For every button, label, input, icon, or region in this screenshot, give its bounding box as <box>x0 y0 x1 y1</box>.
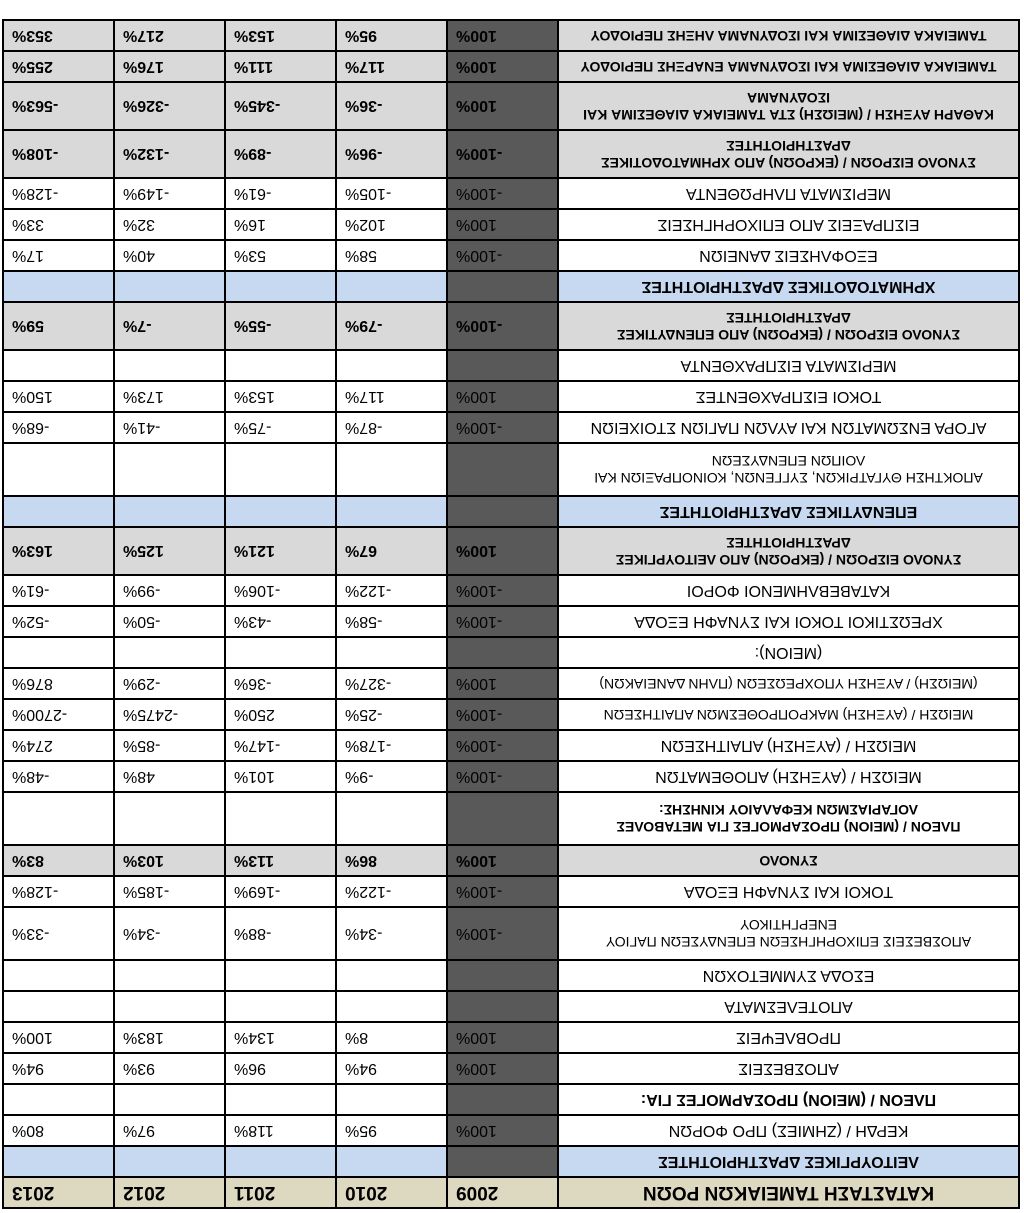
value-2011: -36% <box>225 668 336 699</box>
value-2011: -75% <box>225 412 336 443</box>
year-2010: 2010 <box>336 1177 447 1208</box>
value-2013 <box>3 1084 114 1115</box>
value-2011: 96% <box>225 1053 336 1084</box>
value-2010: 67% <box>336 527 447 575</box>
row-label-line: ΛΟΙΠΩΝ ΕΠΕΝΔΥΣΕΩΝ <box>711 453 866 470</box>
value-2011: -61% <box>225 178 336 209</box>
value-2009: 100% <box>447 82 558 130</box>
row-label-line: ΣΥΝΟΛΟ ΕΙΣΡΟΩΝ / (ΕΚΡΟΩΝ) ΑΠΟ ΕΠΕΝΔΥΤΙΚΕΣ <box>617 327 960 343</box>
row-label <box>558 271 1019 302</box>
value-2012: -185% <box>114 876 225 907</box>
value-2009: 100% <box>447 1053 558 1084</box>
value-2011: 53% <box>225 240 336 271</box>
value-2011 <box>225 637 336 668</box>
value-2012: -2475% <box>114 699 225 730</box>
value-2009: -100% <box>447 412 558 443</box>
table-row <box>3 876 1019 907</box>
value-2009: 100% <box>447 668 558 699</box>
row-label-line: ΜΕΙΩΣΗ / (ΑΥΞΗΣΗ) ΑΠΑΙΤΗΣΕΩΝ <box>660 737 917 754</box>
row-label <box>558 876 1019 907</box>
row-label <box>558 130 1019 178</box>
value-2012: 173% <box>114 381 225 412</box>
row-label-line: ΜΕΡΙΣΜΑΤΑ ΕΙΣΠΡΑΧΘΕΝΤΑ <box>680 357 897 374</box>
table-row <box>3 699 1019 730</box>
value-2012 <box>114 637 225 668</box>
table-row <box>3 637 1019 668</box>
table-row <box>3 1084 1019 1115</box>
value-2012: 125% <box>114 527 225 575</box>
value-2013: -48% <box>3 761 114 792</box>
value-2011: -88% <box>225 907 336 960</box>
value-2012: -34% <box>114 907 225 960</box>
row-label-line: ΜΕΙΩΣΗ / (ΑΥΞΗΣΗ) ΜΑΚΡΟΠΡΟΘΕΣΜΩΝ ΑΠΑΙΤΗΣΕΩΝ <box>603 707 974 723</box>
value-2013: 353% <box>3 20 114 51</box>
row-label <box>558 1146 1019 1177</box>
value-2011 <box>225 271 336 302</box>
value-2010: -58% <box>336 606 447 637</box>
table-row <box>3 845 1019 876</box>
value-2009: 100% <box>447 527 558 575</box>
value-2011 <box>225 960 336 991</box>
row-label <box>558 637 1019 668</box>
row-label-line: ΣΥΝΟΛΟ ΕΙΣΡΟΩΝ / (ΕΚΡΟΩΝ) ΑΠΟ ΛΕΙΤΟΥΡΓΙΚΕΣ <box>615 552 962 568</box>
value-2013: 80% <box>3 1115 114 1146</box>
row-label-line: ΣΥΝΟΛΟ <box>759 853 818 869</box>
table-row <box>3 302 1019 350</box>
row-label-line: ΜΕΡΙΣΜΑΤΑ ΠΛΗΡΩΘΕΝΤΑ <box>686 185 891 202</box>
row-label <box>558 381 1019 412</box>
row-label <box>558 1115 1019 1146</box>
table-row <box>3 606 1019 637</box>
value-2009: -100% <box>447 761 558 792</box>
value-2013: 163% <box>3 527 114 575</box>
cash-flow-table <box>2 19 1020 1209</box>
value-2012 <box>114 960 225 991</box>
value-2012: 93% <box>114 1053 225 1084</box>
value-2011 <box>225 792 336 845</box>
value-2009: 100% <box>447 1115 558 1146</box>
value-2012: 183% <box>114 1022 225 1053</box>
row-label-line: ΕΝΕΡΓΗΤΙΚΟΥ <box>739 917 838 934</box>
value-2009 <box>447 1084 558 1115</box>
value-2012: -41% <box>114 412 225 443</box>
row-label <box>558 527 1019 575</box>
value-2011 <box>225 443 336 496</box>
value-2012: 103% <box>114 845 225 876</box>
value-2009: -100% <box>447 302 558 350</box>
row-label <box>558 443 1019 496</box>
value-2011 <box>225 496 336 527</box>
year-2013: 2013 <box>3 1177 114 1208</box>
value-2012 <box>114 350 225 381</box>
row-label-line: ΙΣΟΔΥΝΑΜΑ <box>747 90 830 106</box>
value-2009: 100% <box>447 845 558 876</box>
row-label-line: ΛΟΓΑΡΙΑΣΜΩΝ ΚΕΦΑΛΑΙΟΥ ΚΙΝΗΣΗΣ: <box>659 802 919 819</box>
value-2011: 118% <box>225 1115 336 1146</box>
row-label-line: ΑΠΟΤΕΛΕΣΜΑΤΑ <box>724 998 853 1015</box>
row-label-line: ΠΡΟΒΛΕΨΕΙΣ <box>735 1029 842 1046</box>
value-2012: -7% <box>114 302 225 350</box>
row-label-line: ΤΟΚΟΙ ΚΑΙ ΣΥΝΑΦΗ ΕΞΟΔΑ <box>683 883 894 900</box>
row-label-line: (ΜΕΙΟΝ): <box>754 644 823 661</box>
value-2009: 100% <box>447 209 558 240</box>
value-2011 <box>225 991 336 1022</box>
row-label-line: ΠΛΕΟΝ / (ΜΕΙΟΝ) ΠΡΟΣΑΡΜΟΓΕΣ ΓΙΑ ΜΕΤΑΒΟΛΕΣ <box>616 819 961 836</box>
row-label <box>558 792 1019 845</box>
row-label-line: ΕΣΟΔΑ ΣΥΜΜΕΤΟΧΩΝ <box>702 967 875 984</box>
value-2009: -100% <box>447 130 558 178</box>
row-label <box>558 350 1019 381</box>
row-label-line: ΔΡΑΣΤΗΡΙΟΤΗΤΕΣ <box>726 138 851 154</box>
value-2009: -100% <box>447 730 558 761</box>
row-label <box>558 1084 1019 1115</box>
row-label-line: ΑΠΟΚΤΗΣΗ ΘΥΓΑΤΡΙΚΩΝ, ΣΥΓΓΕΝΩΝ, ΚΟΙΝΟΠΡΑΞΙΩΝ ΚΑΙ <box>594 470 983 487</box>
value-2011: -345% <box>225 82 336 130</box>
value-2012: -132% <box>114 130 225 178</box>
table-row <box>3 991 1019 1022</box>
value-2013: 59% <box>3 302 114 350</box>
value-2009 <box>447 443 558 496</box>
value-2010 <box>336 496 447 527</box>
row-label-line: ΑΠΟΣΒΕΣΕΙΣ ΕΠΙΧΟΡΗΓΗΣΕΩΝ ΕΠΕΝΔΥΣΕΩΝ ΠΑΓΙΟΥ <box>605 934 972 951</box>
value-2009 <box>447 1146 558 1177</box>
table-row <box>3 350 1019 381</box>
value-2012 <box>114 792 225 845</box>
row-label <box>558 51 1019 82</box>
value-2010 <box>336 991 447 1022</box>
value-2009 <box>447 271 558 302</box>
value-2013: -563% <box>3 82 114 130</box>
value-2009 <box>447 350 558 381</box>
row-label <box>558 178 1019 209</box>
value-2010: 94% <box>336 1053 447 1084</box>
table-row <box>3 412 1019 443</box>
row-label <box>558 575 1019 606</box>
table-row <box>3 960 1019 991</box>
value-2013: 94% <box>3 1053 114 1084</box>
row-label-line: ΧΡΕΩΣΤΙΚΟΙ ΤΟΚΟΙ ΚΑΙ ΣΥΝΑΦΗ ΕΞΟΔΑ <box>634 613 943 630</box>
row-label-line: ΚΕΡΔΗ / (ΖΗΜΙΕΣ) ΠΡΟ ΦΟΡΩΝ <box>668 1122 909 1139</box>
row-label-line: ΕΞΟΦΛΗΣΕΙΣ ΔΑΝΕΙΩΝ <box>699 247 878 264</box>
row-label <box>558 730 1019 761</box>
table-header-row <box>3 1177 1019 1208</box>
row-label <box>558 761 1019 792</box>
table-row <box>3 1115 1019 1146</box>
row-label <box>558 845 1019 876</box>
row-label-line: ΑΓΟΡΑ ΕΝΣΩΜΑΤΩΝ ΚΑΙ ΑΥΛΩΝ ΠΑΓΙΩΝ ΣΤΟΙΧΕΙΩΝ <box>590 419 987 436</box>
value-2010: -122% <box>336 876 447 907</box>
value-2009: -100% <box>447 907 558 960</box>
row-label-line: ΤΟΚΟΙ ΕΙΣΠΡΑΧΘΕΝΤΕΣ <box>695 388 882 405</box>
row-label-line: ΚΑΘΑΡΗ ΑΥΞΗΣΗ / (ΜΕΙΩΣΗ) ΣΤΑ ΤΑΜΕΙΑΚΑ ΔΙΑΘΕΣΙΜΑ ΚΑΙ <box>583 107 994 123</box>
row-label <box>558 668 1019 699</box>
value-2012 <box>114 443 225 496</box>
table-row <box>3 240 1019 271</box>
value-2013: 33% <box>3 209 114 240</box>
row-label <box>558 20 1019 51</box>
table-row <box>3 51 1019 82</box>
table-row <box>3 82 1019 130</box>
row-label <box>558 240 1019 271</box>
year-2009: 2009 <box>447 1177 558 1208</box>
table-row <box>3 761 1019 792</box>
value-2013: -52% <box>3 606 114 637</box>
table-row <box>3 575 1019 606</box>
row-label <box>558 991 1019 1022</box>
value-2013: 274% <box>3 730 114 761</box>
value-2012: -29% <box>114 668 225 699</box>
value-2013 <box>3 271 114 302</box>
row-label-line: ΛΕΙΤΟΥΡΓΙΚΕΣ ΔΡΑΣΤΗΡΙΟΤΗΤΕΣ <box>658 1153 919 1170</box>
value-2011: -106% <box>225 575 336 606</box>
row-label <box>558 496 1019 527</box>
value-2010 <box>336 1084 447 1115</box>
table-row <box>3 907 1019 960</box>
table-row <box>3 496 1019 527</box>
value-2010: -25% <box>336 699 447 730</box>
value-2010 <box>336 350 447 381</box>
year-2011: 2011 <box>225 1177 336 1208</box>
value-2012 <box>114 271 225 302</box>
value-2010: -79% <box>336 302 447 350</box>
value-2012: 32% <box>114 209 225 240</box>
value-2011 <box>225 1146 336 1177</box>
value-2011: 153% <box>225 381 336 412</box>
value-2009: -100% <box>447 575 558 606</box>
value-2013: -128% <box>3 876 114 907</box>
value-2009: -100% <box>447 240 558 271</box>
value-2010: -327% <box>336 668 447 699</box>
value-2010: -105% <box>336 178 447 209</box>
row-label <box>558 1053 1019 1084</box>
table-row <box>3 130 1019 178</box>
row-label-line: ΔΡΑΣΤΗΡΙΟΤΗΤΕΣ <box>726 310 851 326</box>
value-2009 <box>447 991 558 1022</box>
value-2012 <box>114 991 225 1022</box>
value-2010: 58% <box>336 240 447 271</box>
value-2011: 134% <box>225 1022 336 1053</box>
value-2010: -178% <box>336 730 447 761</box>
value-2013: 150% <box>3 381 114 412</box>
value-2011: -169% <box>225 876 336 907</box>
value-2010 <box>336 792 447 845</box>
value-2011: 113% <box>225 845 336 876</box>
value-2013 <box>3 496 114 527</box>
value-2011: -147% <box>225 730 336 761</box>
row-label-line: ΚΑΤΑΒΕΒΛΗΜΕΝΟΙ ΦΟΡΟΙ <box>686 582 891 599</box>
value-2010: -122% <box>336 575 447 606</box>
value-2012: -99% <box>114 575 225 606</box>
value-2010: 117% <box>336 51 447 82</box>
table-row <box>3 381 1019 412</box>
value-2010: 95% <box>336 1115 447 1146</box>
row-label-line: ΧΡΗΜΑΤΟΔΟΤΙΚΕΣ ΔΡΑΣΤΗΡΙΟΤΗΤΕΣ <box>641 278 936 295</box>
value-2010: -36% <box>336 82 447 130</box>
table-row <box>3 178 1019 209</box>
row-label <box>558 907 1019 960</box>
value-2011: -89% <box>225 130 336 178</box>
value-2012: 217% <box>114 20 225 51</box>
value-2010: 117% <box>336 381 447 412</box>
value-2012: -326% <box>114 82 225 130</box>
row-label-line: ΣΥΝΟΛΟ ΕΙΣΡΟΩΝ / (ΕΚΡΟΩΝ) ΑΠΟ ΧΡΗΜΑΤΟΔΟΤΙΚΕΣ <box>601 155 976 171</box>
value-2012: 40% <box>114 240 225 271</box>
row-label-line: ΔΡΑΣΤΗΡΙΟΤΗΤΕΣ <box>726 535 851 551</box>
value-2010: 95% <box>336 20 447 51</box>
row-label <box>558 302 1019 350</box>
cash-flow-table-body <box>3 20 1019 1208</box>
value-2009 <box>447 960 558 991</box>
value-2012 <box>114 1146 225 1177</box>
value-2009 <box>447 792 558 845</box>
row-label-line: ΑΠΟΣΒΕΣΕΙΣ <box>738 1060 839 1077</box>
value-2009 <box>447 496 558 527</box>
value-2013: 100% <box>3 1022 114 1053</box>
value-2012: -50% <box>114 606 225 637</box>
value-2010 <box>336 271 447 302</box>
value-2009: 100% <box>447 1022 558 1053</box>
row-label-line: ΤΑΜΕΙΑΚΑ ΔΙΑΘΕΣΙΜΑ ΚΑΙ ΙΣΟΔΥΝΑΜΑ ΕΝΑΡΞΗΣ ΠΕΡΙΟΔΟΥ <box>580 59 997 75</box>
table-row <box>3 792 1019 845</box>
year-2012: 2012 <box>114 1177 225 1208</box>
value-2011: 121% <box>225 527 336 575</box>
value-2009: -100% <box>447 699 558 730</box>
value-2013 <box>3 443 114 496</box>
table-row <box>3 1053 1019 1084</box>
row-label <box>558 699 1019 730</box>
value-2012 <box>114 1084 225 1115</box>
value-2011: -43% <box>225 606 336 637</box>
value-2013 <box>3 960 114 991</box>
value-2013 <box>3 991 114 1022</box>
value-2013: -2700% <box>3 699 114 730</box>
table-row <box>3 443 1019 496</box>
value-2011: 250% <box>225 699 336 730</box>
value-2011: 153% <box>225 20 336 51</box>
table-row <box>3 527 1019 575</box>
value-2013: -33% <box>3 907 114 960</box>
value-2011: 16% <box>225 209 336 240</box>
row-label-line: ΕΠΕΝΔΥΤΙΚΕΣ ΔΡΑΣΤΗΡΙΟΤΗΤΕΣ <box>659 503 918 520</box>
value-2009: -100% <box>447 876 558 907</box>
table-title: ΚΑΤΑΣΤΑΣΗ ΤΑΜΕΙΑΚΩΝ ΡΟΩΝ <box>558 1177 1019 1208</box>
value-2009: -100% <box>447 178 558 209</box>
value-2013: 255% <box>3 51 114 82</box>
row-label-line: ΠΛΕΟΝ / (ΜΕΙΟΝ) ΠΡΟΣΑΡΜΟΓΕΣ ΓΙΑ: <box>640 1091 937 1108</box>
value-2011 <box>225 350 336 381</box>
value-2012: 176% <box>114 51 225 82</box>
value-2012: -149% <box>114 178 225 209</box>
value-2011 <box>225 1084 336 1115</box>
row-label-line: ΤΑΜΕΙΑΚΑ ΔΙΑΘΕΣΙΜΑ ΚΑΙ ΙΣΟΔΥΝΑΜΑ ΛΗΞΗΣ ΠΕΡΙΟΔΟΥ <box>590 28 987 44</box>
table-row <box>3 271 1019 302</box>
table-row <box>3 20 1019 51</box>
value-2010 <box>336 637 447 668</box>
value-2013: -108% <box>3 130 114 178</box>
value-2010: 102% <box>336 209 447 240</box>
value-2013 <box>3 792 114 845</box>
value-2009: 100% <box>447 51 558 82</box>
value-2010: 8% <box>336 1022 447 1053</box>
value-2013: 83% <box>3 845 114 876</box>
row-label <box>558 1022 1019 1053</box>
row-label <box>558 82 1019 130</box>
value-2011: -55% <box>225 302 336 350</box>
row-label-line: (ΜΕΙΩΣΗ) / ΑΥΞΗΣΗ ΥΠΟΧΡΕΩΣΕΩΝ (ΠΛΗΝ ΔΑΝΕΙΑΚΩΝ) <box>599 676 978 692</box>
row-label <box>558 209 1019 240</box>
value-2013: -68% <box>3 412 114 443</box>
value-2010 <box>336 960 447 991</box>
value-2012: 97% <box>114 1115 225 1146</box>
row-label <box>558 412 1019 443</box>
value-2009: 100% <box>447 20 558 51</box>
value-2013: 17% <box>3 240 114 271</box>
row-label-line: ΜΕΙΩΣΗ / (ΑΥΞΗΣΗ) ΑΠΟΘΕΜΑΤΩΝ <box>655 768 922 785</box>
table-row <box>3 1022 1019 1053</box>
table-row <box>3 668 1019 699</box>
value-2010: -34% <box>336 907 447 960</box>
value-2013 <box>3 1146 114 1177</box>
value-2010: -9% <box>336 761 447 792</box>
value-2013: -61% <box>3 575 114 606</box>
row-label <box>558 606 1019 637</box>
value-2009: -100% <box>447 606 558 637</box>
row-label <box>558 960 1019 991</box>
table-row <box>3 1146 1019 1177</box>
table-row <box>3 209 1019 240</box>
value-2009: 100% <box>447 381 558 412</box>
row-label-line: ΕΙΣΠΡΑΞΕΙΣ ΑΠΟ ΕΠΙΧΟΡΗΓΗΣΕΙΣ <box>657 216 920 233</box>
value-2012: 48% <box>114 761 225 792</box>
value-2009 <box>447 637 558 668</box>
table-row <box>3 730 1019 761</box>
value-2013: -128% <box>3 178 114 209</box>
value-2010: -87% <box>336 412 447 443</box>
value-2013 <box>3 637 114 668</box>
value-2010: -96% <box>336 130 447 178</box>
value-2011: 101% <box>225 761 336 792</box>
value-2011: 111% <box>225 51 336 82</box>
value-2013: 876% <box>3 668 114 699</box>
value-2010: 86% <box>336 845 447 876</box>
value-2010 <box>336 443 447 496</box>
value-2012: -85% <box>114 730 225 761</box>
value-2010 <box>336 1146 447 1177</box>
value-2012 <box>114 496 225 527</box>
value-2013 <box>3 350 114 381</box>
